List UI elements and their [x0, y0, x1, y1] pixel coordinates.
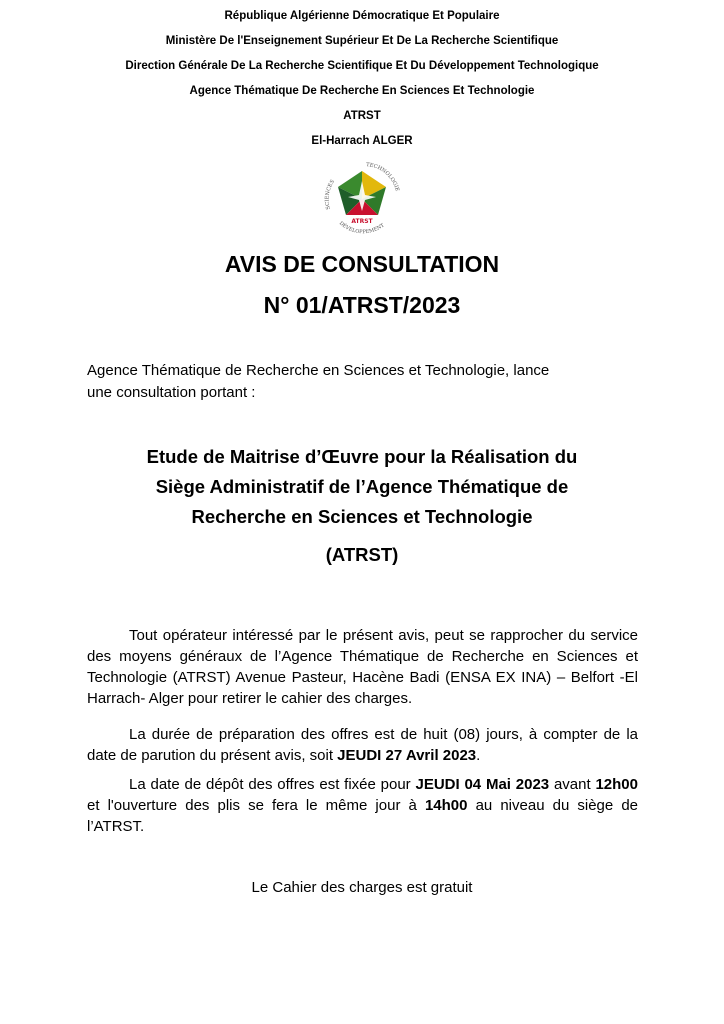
duration-date: JEUDI 27 Avril 2023: [337, 747, 477, 764]
header-location: El-Harrach ALGER: [311, 135, 413, 147]
opening-time: 14h00: [424, 797, 468, 814]
intro-line-2: une consultation portant :: [87, 384, 256, 401]
paragraph-duration-text: La durée de préparation des offres est de huit (08) jours, à compter de la date de parution du présent avis, soit: [87, 726, 638, 764]
subject-line-1: Etude de Maitrise d’Œuvre pour la Réalisation du: [146, 446, 578, 467]
logo-arc-technologie: TECHNOLOGIE: [365, 161, 401, 193]
atrst-logo-icon: [316, 157, 408, 239]
title-avis: AVIS DE CONSULTATION: [224, 251, 500, 277]
deposit-date: JEUDI 04 Mai 2023: [415, 776, 550, 793]
header-direction: Direction Générale De La Recherche Scientifique Et Du Développement Technologique: [125, 60, 599, 72]
paragraph-deposit: La date de dépôt des offres est fixée pour JEUDI 04 Mai 2023 avant 12h00 et l'ouverture des plis se fera le même jour à 14h00 au niveau du siège de l’ATRST.: [87, 776, 639, 835]
paragraph-operator: [87, 625, 638, 709]
subject-line-3: Recherche en Sciences et Technologie: [191, 506, 533, 527]
logo-label: ATRST: [351, 218, 373, 225]
closing-note: Le Cahier des charges est gratuit: [251, 879, 473, 896]
header-acronym: ATRST: [343, 110, 381, 122]
svg-text:SCIENCES: [325, 178, 337, 210]
header-ministry: Ministère De l'Enseignement Supérieur Et De La Recherche Scientifique: [165, 35, 559, 47]
deposit-time: 12h00: [595, 776, 638, 793]
subject-line-2: Siège Administratif de l’Agence Thématique de: [155, 476, 569, 497]
paragraph-operator-text: Tout opérateur intéressé par le présent avis, peut se rapprocher du service des moyens généraux de l’Agence Thématique de Recherche en Sciences et Technologie (ATRST) Avenue Pasteur, Hacène Badi (ENSA EX INA) – Belfort -El Harrach- Alger pour retirer le cahier des charges.: [87, 627, 638, 707]
logo-arc-developpement: DÉVELOPPEMENT: [337, 220, 386, 236]
header-agency: Agence Thématique De Recherche En Sciences Et Technologie: [189, 85, 535, 97]
subject-line-4: (ATRST): [325, 544, 399, 565]
header-republic: République Algérienne Démocratique Et Populaire: [224, 10, 500, 22]
logo-arc-sciences: SCIENCES: [324, 178, 337, 211]
intro-line-1: Agence Thématique de Recherche en Sciences et Technologie, lance: [87, 362, 550, 379]
title-number: N° 01/ATRST/2023: [263, 292, 461, 318]
paragraph-duration: La durée de préparation des offres est de huit (08) jours, à compter de la date de parution du présent avis, soit JEUDI 27 Avril 2023.: [87, 726, 638, 764]
